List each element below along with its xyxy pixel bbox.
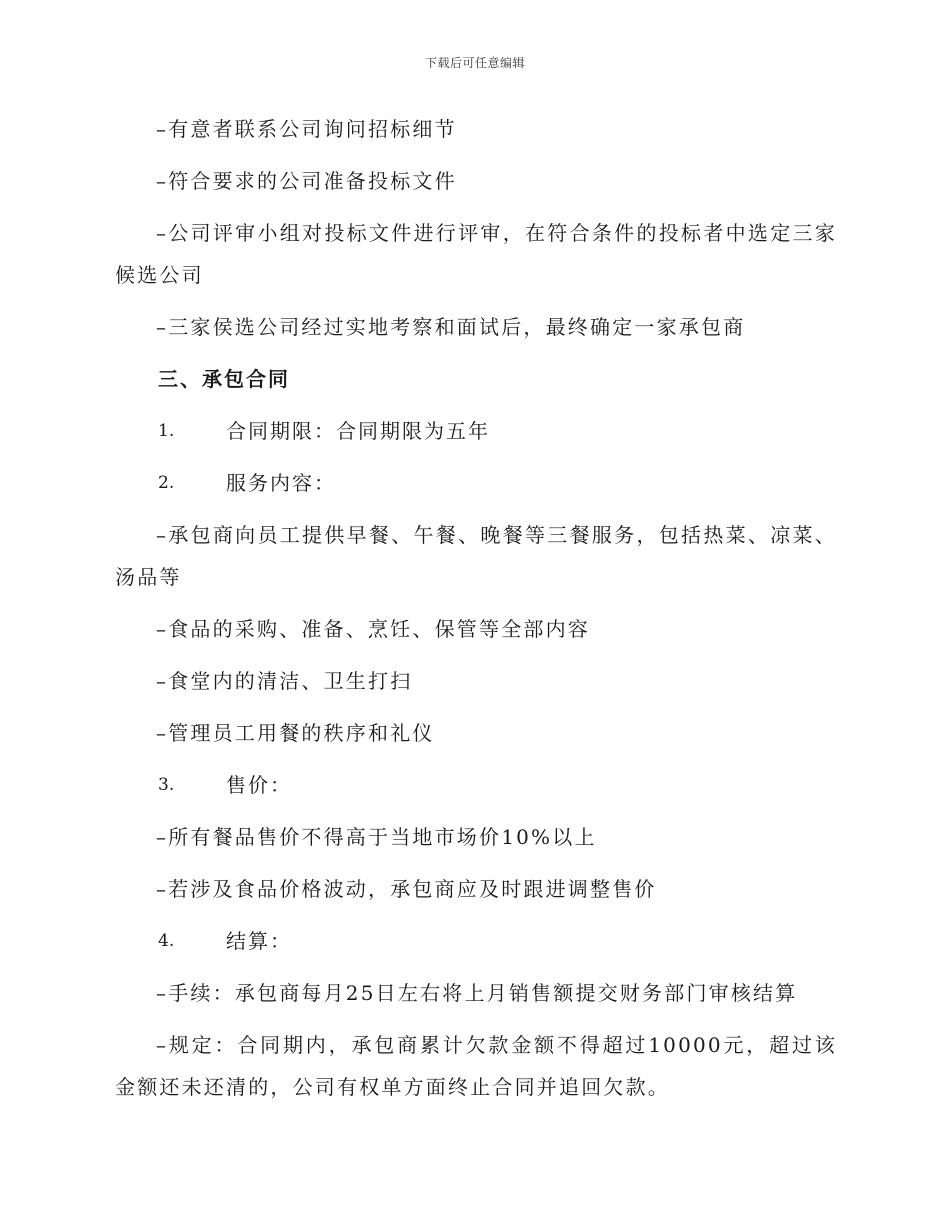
section-heading: 三、承包合同	[158, 367, 290, 391]
item-number: 4.	[158, 931, 175, 951]
paragraph: –公司评审小组对投标文件进行评审，在符合条件的投标者中选定三家候选公司	[115, 221, 837, 287]
paragraph: –三家侯选公司经过实地考察和面试后，最终确定一家承包商	[156, 315, 746, 339]
item-text: 合同期限：合同期限为五年	[226, 419, 490, 443]
paragraph: –有意者联系公司询问招标细节	[156, 117, 457, 141]
paragraph: –若涉及食品价格波动，承包商应及时跟进调整售价	[156, 877, 657, 901]
numbered-item	[115, 764, 837, 806]
paragraph: –符合要求的公司准备投标文件	[156, 169, 457, 193]
document-body	[115, 108, 837, 1118]
paragraph: –食品的采购、准备、烹饪、保管等全部内容	[156, 617, 590, 641]
paragraph: –承包商向员工提供早餐、午餐、晚餐等三餐服务，包括热菜、凉菜、汤品等	[115, 523, 837, 589]
paragraph: –规定：合同期内，承包商累计欠款金额不得超过10000元，超过该金额还未还清的，公司有权单方面终止合同并追回欠款。	[115, 1033, 837, 1099]
paragraph: –管理员工用餐的秩序和礼仪	[156, 721, 435, 745]
item-number: 3.	[158, 775, 175, 795]
item-text: 结算：	[226, 929, 292, 953]
paragraph: –食堂内的清洁、卫生打扫	[156, 669, 413, 693]
item-text: 服务内容：	[226, 471, 336, 495]
numbered-item	[115, 410, 837, 452]
item-number: 2.	[158, 473, 175, 493]
numbered-item	[115, 462, 837, 504]
item-number: 1.	[158, 421, 175, 441]
numbered-item	[115, 920, 837, 962]
item-text: 售价：	[226, 773, 292, 797]
paragraph: –所有餐品售价不得高于当地市场价10%以上	[156, 825, 597, 849]
paragraph: –手续：承包商每月25日左右将上月销售额提交财务部门审核结算	[156, 981, 798, 1005]
page-header: 下载后可任意编辑	[424, 56, 525, 70]
